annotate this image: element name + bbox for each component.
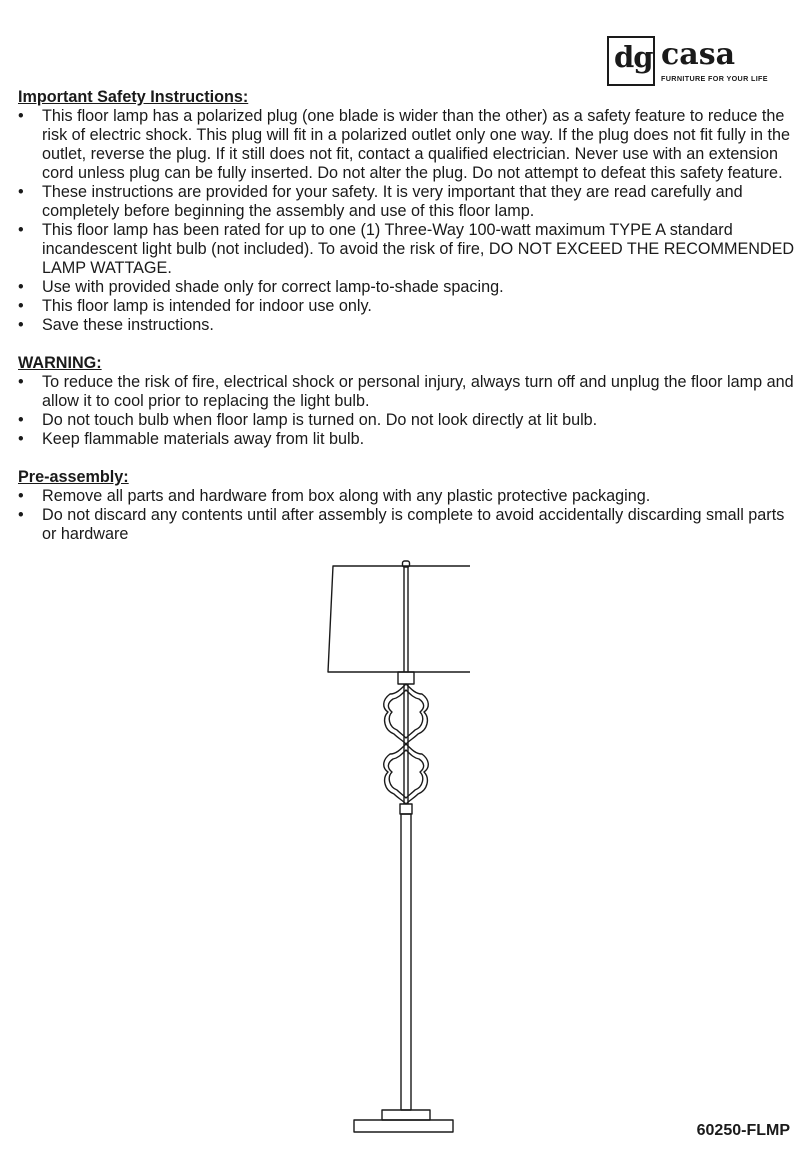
preassembly-heading: Pre-assembly: bbox=[18, 468, 129, 486]
lamp-collar bbox=[400, 804, 412, 814]
list-item: • These instructions are provided for your safety. It is very important that they are read carefully and completely before beginning the assembly and use of this floor lamp. bbox=[18, 183, 796, 221]
warning-section bbox=[18, 354, 796, 449]
warning-list bbox=[18, 373, 796, 449]
lamp-base bbox=[354, 1120, 453, 1132]
logo-name: casa bbox=[661, 37, 736, 72]
lamp-base-collar bbox=[382, 1110, 430, 1120]
list-item: • Do not touch bulb when floor lamp is turned on. Do not look directly at lit bulb. bbox=[18, 411, 796, 430]
model-number: 60250-FLMP bbox=[696, 1122, 790, 1139]
logo-tagline: FURNITURE FOR YOUR LIFE bbox=[661, 74, 768, 83]
instructions-body bbox=[18, 88, 796, 544]
list-item: • Keep flammable materials away from lit bulb. bbox=[18, 430, 796, 449]
preassembly-list bbox=[18, 487, 796, 544]
logo-mark-box bbox=[607, 36, 655, 86]
list-item: • To reduce the risk of fire, electrical shock or personal injury, always turn off and unplug the floor lamp and allow it to cool prior to replacing the light bulb. bbox=[18, 373, 796, 411]
lamp-pole bbox=[401, 814, 411, 1110]
brand-logo bbox=[607, 36, 777, 88]
floor-lamp-illustration bbox=[320, 560, 470, 1135]
lamp-shade bbox=[328, 566, 470, 672]
lamp-neck bbox=[398, 672, 414, 684]
list-item: • Use with provided shade only for correct lamp-to-shade spacing. bbox=[18, 278, 796, 297]
safety-heading: Important Safety Instructions: bbox=[18, 88, 249, 106]
warning-heading: WARNING: bbox=[18, 354, 102, 372]
safety-section bbox=[18, 88, 796, 335]
safety-list bbox=[18, 107, 796, 335]
list-item: • This floor lamp is intended for indoor use only. bbox=[18, 297, 796, 316]
list-item: • This floor lamp has a polarized plug (one blade is wider than the other) as a safety feature to reduce the risk of electric shock. This plug will fit in a polarized outlet only one way. If the plug does not fit fully in the outlet, reverse the plug. If it still does not fit, contact a qualified electrician. Never use with an extension cord unless plug can be fully inserted. Do not alter the plug. Do not attempt to defeat this safety feature. bbox=[18, 107, 796, 183]
logo-mark: dg bbox=[614, 40, 653, 74]
list-item: • Save these instructions. bbox=[18, 316, 796, 335]
list-item: • This floor lamp has been rated for up to one (1) Three-Way 100-watt maximum TYPE A standard incandescent light bulb (not included). To avoid the risk of fire, DO NOT EXCEED THE RECOMMENDED LAMP WATTAGE. bbox=[18, 221, 796, 278]
list-item: • Do not discard any contents until after assembly is complete to avoid accidentally discarding small parts or hardware bbox=[18, 506, 796, 544]
preassembly-section bbox=[18, 468, 796, 544]
list-item: • Remove all parts and hardware from box along with any plastic protective packaging. bbox=[18, 487, 796, 506]
